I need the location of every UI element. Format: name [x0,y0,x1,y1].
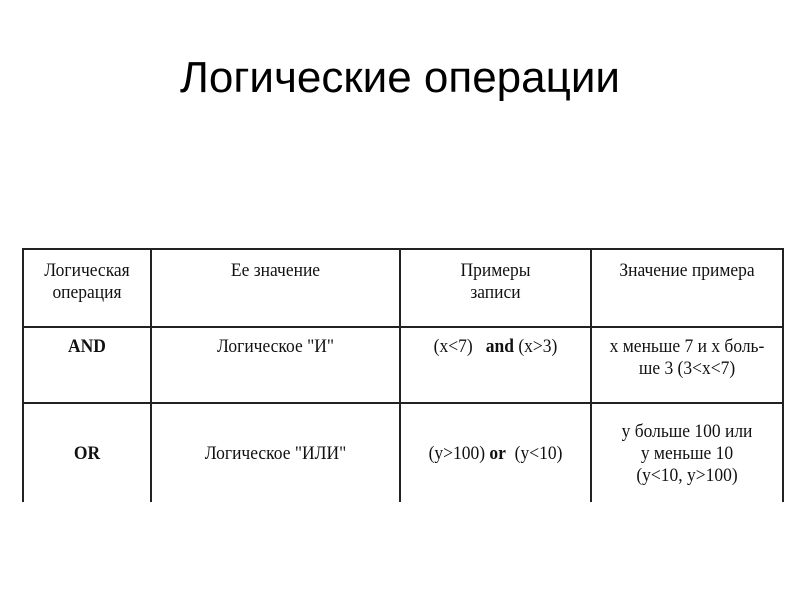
example-right: (x>3) [518,336,558,357]
table-row [23,403,783,502]
operation-name: AND [68,336,106,357]
table-row [23,327,783,403]
slide-title: Логические операции [180,53,620,102]
header-examples-line-1: Примеры [460,260,531,281]
header-example-meaning [599,249,776,327]
operation-cell [28,327,146,403]
header-meaning [161,249,390,327]
meaning-text: Логическое "ИЛИ" [204,443,347,464]
header-example-meaning-line-1: Значение примера [619,260,755,281]
operation-cell [28,403,146,502]
example-cell [408,403,584,502]
operation-name: OR [73,443,101,464]
header-meaning-line-1: Ее значение [230,260,321,281]
meaning-cell [161,403,390,502]
table-header-row [23,249,783,327]
header-examples [408,249,584,327]
example-meaning-line-1: у больше 100 или [621,421,753,442]
example-left: (x<7) [433,336,473,357]
example-cell [408,327,584,403]
example-left: (y>100) [428,443,486,464]
example-meaning-line-2: у меньше 10 [640,443,734,464]
header-examples-line-2: записи [470,282,521,303]
header-operation-line-2: операция [52,282,122,303]
example-keyword: or [489,443,506,464]
meaning-text: Логическое "И" [216,336,335,357]
example-keyword: and [485,336,514,357]
example-right: (y<10) [514,443,563,464]
example-meaning-line-3: (y<10, y>100) [636,465,738,486]
header-operation-line-1: Логическая [44,260,130,281]
example-meaning-line-2: ше 3 (3<x<7) [638,358,736,379]
example-meaning-line-1: х меньше 7 и х боль- [609,336,765,357]
meaning-cell [161,327,390,403]
logic-operations-table [22,248,784,502]
logic-table-container [22,248,784,502]
header-operation [28,249,146,327]
example-meaning-cell [599,327,776,403]
example-meaning-cell [599,403,776,502]
